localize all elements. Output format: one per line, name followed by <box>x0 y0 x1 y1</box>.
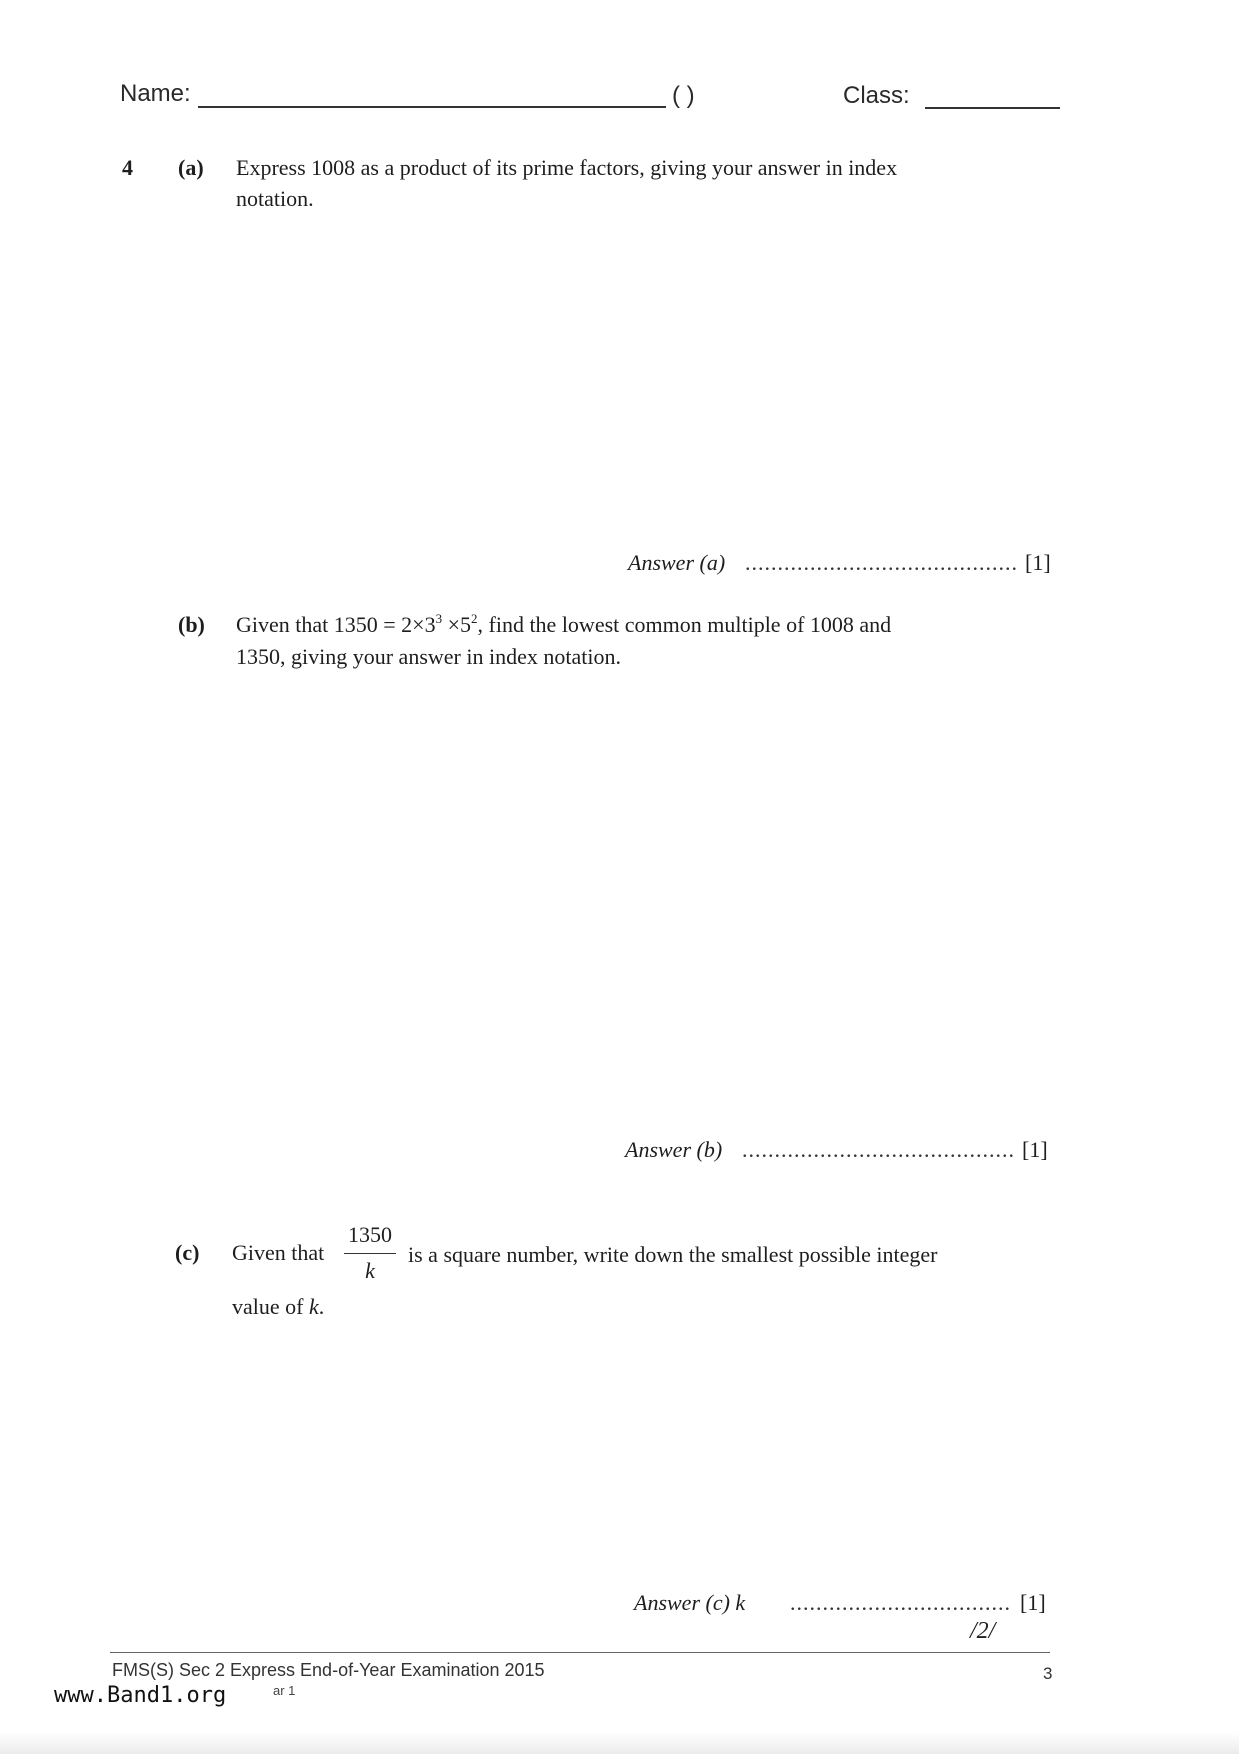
class-label: Class: <box>843 82 910 109</box>
part-c-variable-k: k <box>308 1294 319 1319</box>
register-number-paren: ( ) <box>672 82 695 109</box>
class-blank-line[interactable] <box>925 107 1060 109</box>
part-b-text-mid: ×5 <box>442 612 471 637</box>
part-c-text-suffix: is a square number, write down the smallest possible integer <box>408 1242 938 1267</box>
part-c-period: . <box>318 1294 325 1319</box>
part-c-text-prefix: Given that <box>232 1240 325 1265</box>
part-b-text-prefix: Given that 1350 = 2×3 <box>236 612 436 637</box>
answer-c-marks: [1] <box>1020 1590 1046 1615</box>
watermark-url: www.Band1.org <box>54 1683 227 1708</box>
answer-c-field[interactable]: .................................. <box>790 1590 1011 1615</box>
answer-c-label: Answer (c) k <box>634 1590 746 1615</box>
part-a-label: (a) <box>178 155 204 180</box>
fraction-denominator: k <box>365 1258 375 1283</box>
part-a-text-line2: notation. <box>236 186 314 211</box>
scan-bottom-shadow <box>0 1732 1239 1754</box>
part-b-text-line1 <box>236 612 891 638</box>
part-c-value-of: value of <box>232 1294 304 1319</box>
fraction-numerator: 1350 <box>348 1222 392 1247</box>
part-b-label: (b) <box>178 612 205 637</box>
name-blank-line[interactable] <box>198 106 666 108</box>
footer-page-number: 3 <box>1043 1664 1053 1683</box>
part-a-text-line1: Express 1008 as a product of its prime factors, giving your answer in index <box>236 155 898 180</box>
part-b-exponent-1: 3 <box>435 611 443 626</box>
footer-divider <box>110 1652 1050 1653</box>
handwritten-total-marks: /2/ <box>970 1618 996 1644</box>
answer-a-marks: [1] <box>1025 550 1051 575</box>
answer-b-field[interactable]: .......................................... <box>742 1137 1015 1162</box>
answer-b-label: Answer (b) <box>625 1137 723 1162</box>
answer-b-marks: [1] <box>1022 1137 1048 1162</box>
footer-exam-title: FMS(S) Sec 2 Express End-of-Year Examination 2015 <box>112 1660 545 1680</box>
part-c-label: (c) <box>175 1240 200 1265</box>
fraction-bar <box>344 1253 396 1254</box>
part-b-text-line2: 1350, giving your answer in index notation. <box>236 644 621 669</box>
part-c-text-line2 <box>232 1294 324 1320</box>
answer-a-field[interactable]: .......................................... <box>745 550 1018 575</box>
footer-paper-fragment: ar 1 <box>273 1683 296 1698</box>
question-number: 4 <box>122 155 133 180</box>
part-b-exponent-2: 2 <box>471 611 478 626</box>
part-b-text-suffix: , find the lowest common multiple of 1008 and <box>477 612 892 637</box>
name-label: Name: <box>120 80 191 107</box>
answer-a-label: Answer (a) <box>628 550 726 575</box>
